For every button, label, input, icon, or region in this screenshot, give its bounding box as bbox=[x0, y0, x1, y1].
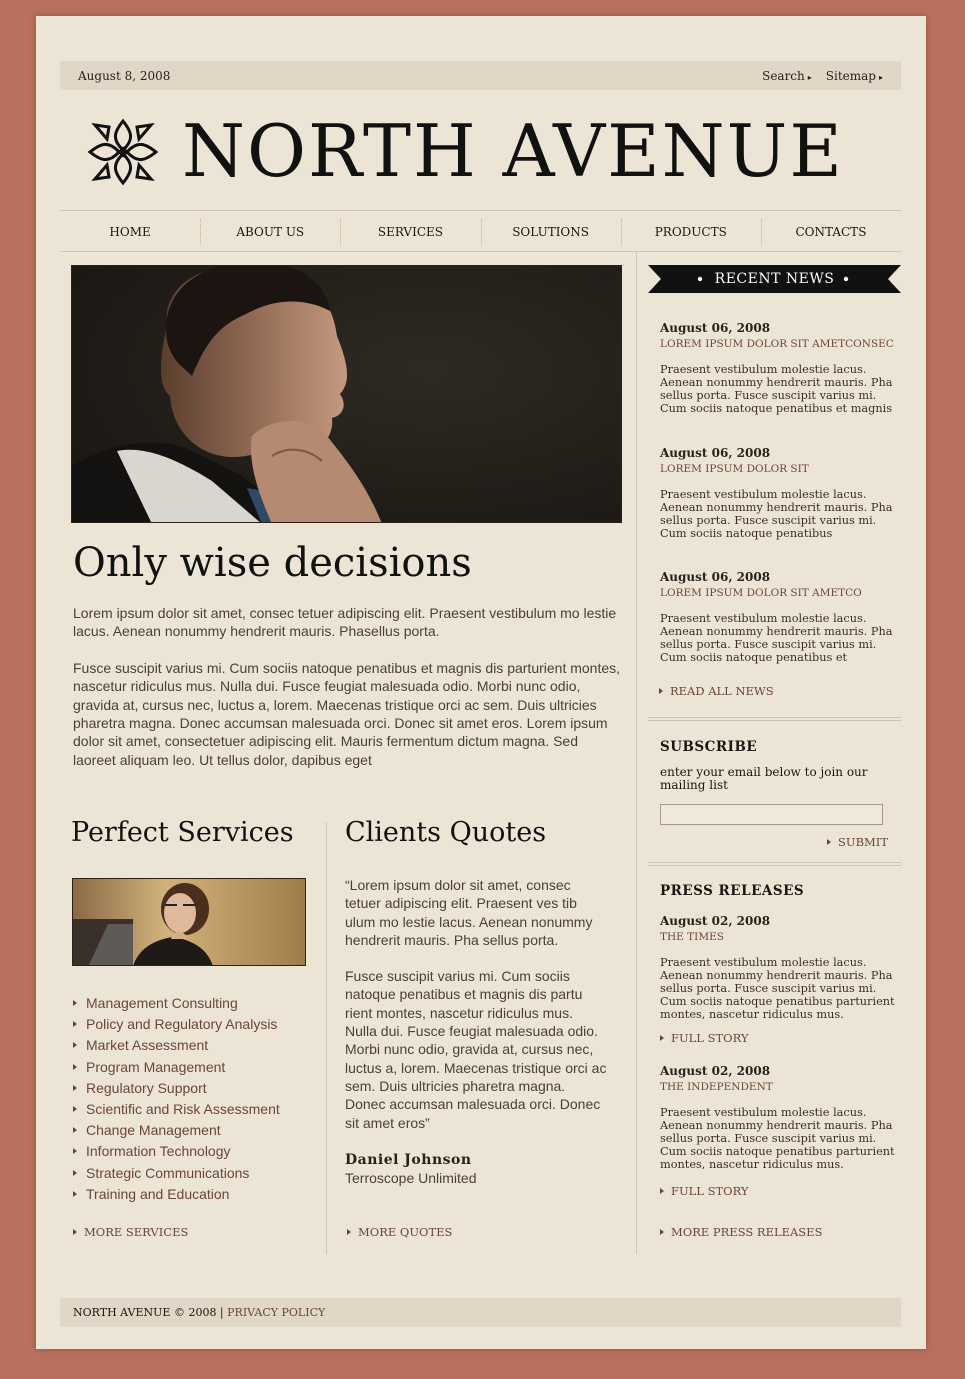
hero-photo bbox=[72, 266, 622, 523]
sidebar-separator bbox=[648, 862, 901, 866]
hero-image bbox=[71, 265, 622, 523]
news-item[interactable] bbox=[660, 446, 905, 540]
services-list bbox=[73, 993, 280, 1205]
full-story-link[interactable]: FULL STORY bbox=[660, 1031, 748, 1045]
press-source[interactable]: THE TIMES bbox=[660, 931, 724, 943]
recent-news-title: RECENT NEWS bbox=[714, 271, 835, 287]
quote-author: Daniel Johnson bbox=[345, 1152, 472, 1168]
full-story-link[interactable]: FULL STORY bbox=[660, 1184, 748, 1198]
quotes-title: Clients Quotes bbox=[345, 817, 547, 848]
press-text: Praesent vestibulum molestie lacus. Aenean nonummy hendrerit mauris. Pha sellus porta. Fusce suscipit varius mi. Cum sociis natoque penatibus parturient montes, nascetur ridiculus mus. bbox=[660, 956, 895, 1021]
top-bar bbox=[60, 61, 901, 90]
sitemap-link[interactable] bbox=[826, 69, 883, 83]
arrow-right-icon: ▸ bbox=[807, 73, 812, 82]
subscribe-text: enter your email below to join our mailing list bbox=[660, 765, 868, 792]
more-services-link[interactable]: MORE SERVICES bbox=[73, 1225, 188, 1239]
list-item[interactable]: Information Technology bbox=[73, 1141, 280, 1162]
nav-item-contacts[interactable]: CONTACTS bbox=[761, 211, 901, 251]
news-headline[interactable]: LOREM IPSUM DOLOR SIT AMETCONSEC bbox=[660, 338, 894, 350]
list-item[interactable]: Policy and Regulatory Analysis bbox=[73, 1014, 280, 1035]
submit-button[interactable]: SUBMIT bbox=[827, 835, 888, 849]
news-headline[interactable]: LOREM IPSUM DOLOR SIT AMETCO bbox=[660, 587, 862, 599]
press-source[interactable]: THE INDEPENDENT bbox=[660, 1081, 773, 1093]
news-item[interactable] bbox=[660, 321, 905, 415]
list-item[interactable]: Market Assessment bbox=[73, 1035, 280, 1056]
nav-item-solutions[interactable]: SOLUTIONS bbox=[481, 211, 621, 251]
press-releases-title: PRESS RELEASES bbox=[660, 883, 805, 899]
quote-paragraph-1: “Lorem ipsum dolor sit amet, consec tetuer adipiscing elit. Praesent ves tib ulum mo lestie lacus. Aenean nonummy hendrerit mauris. Pha sellus porta. bbox=[345, 877, 593, 948]
main-text bbox=[73, 604, 623, 769]
more-press-releases-link[interactable]: MORE PRESS RELEASES bbox=[660, 1225, 822, 1239]
footer-copyright: NORTH AVENUE © 2008 | bbox=[73, 1306, 224, 1319]
site-title[interactable]: NORTH AVENUE bbox=[182, 109, 844, 193]
nav-item-home[interactable]: HOME bbox=[109, 225, 151, 239]
press-date: August 02, 2008 bbox=[660, 914, 771, 928]
search-link[interactable] bbox=[762, 69, 812, 83]
press-text: Praesent vestibulum molestie lacus. Aenean nonummy hendrerit mauris. Pha sellus porta. Fusce suscipit varius mi. Cum sociis natoque penatibus parturient montes, nascetur ridiculus mus. bbox=[660, 1106, 895, 1171]
nav-item-services[interactable]: SERVICES bbox=[340, 211, 480, 251]
news-headline[interactable]: LOREM IPSUM DOLOR SIT bbox=[660, 463, 809, 475]
logo-icon[interactable] bbox=[87, 117, 159, 187]
sidebar-divider bbox=[636, 252, 637, 1254]
main-paragraph-1: Lorem ipsum dolor sit amet, consec tetuer adipiscing elit. Praesent vestibulum mo lestie lacus. Aenean nonummy hendrerit mauris. Phasellus porta. bbox=[73, 605, 617, 640]
read-all-news-link[interactable]: READ ALL NEWS bbox=[659, 684, 774, 698]
nav-item-about-us[interactable]: ABOUT US bbox=[200, 211, 340, 251]
news-date: August 06, 2008 bbox=[660, 321, 771, 335]
top-links bbox=[762, 69, 883, 83]
footer bbox=[60, 1298, 901, 1327]
column-divider bbox=[326, 822, 327, 1254]
header-date: August 8, 2008 bbox=[78, 69, 171, 83]
privacy-policy-link[interactable]: PRIVACY POLICY bbox=[227, 1306, 326, 1319]
list-item[interactable]: Training and Education bbox=[73, 1184, 280, 1205]
news-text: Praesent vestibulum molestie lacus. Aenean nonummy hendrerit mauris. Pha sellus porta. Fusce suscipit varius mi. Cum sociis natoque penatibus bbox=[660, 488, 893, 540]
news-date: August 06, 2008 bbox=[660, 446, 771, 460]
subscribe-title: SUBSCRIBE bbox=[660, 739, 758, 755]
more-quotes-link[interactable]: MORE QUOTES bbox=[347, 1225, 452, 1239]
list-item[interactable]: Strategic Communications bbox=[73, 1163, 280, 1184]
sitemap-link-label: Sitemap bbox=[825, 69, 876, 83]
news-text: Praesent vestibulum molestie lacus. Aenean nonummy hendrerit mauris. Pha sellus porta. Fusce suscipit varius mi. Cum sociis natoque penatibus et bbox=[660, 612, 893, 664]
main-nav bbox=[60, 210, 901, 252]
page-paper bbox=[36, 16, 926, 1349]
main-title: Only wise decisions bbox=[73, 540, 472, 586]
email-field[interactable] bbox=[660, 804, 883, 825]
quote-paragraph-2: Fusce suscipit varius mi. Cum sociis natoque penatibus et magnis dis partu rient montes, nascetur ridiculus mus. Nulla dui. Fusce feugiat malesuada odio. Morbi nunc odio, gravida at, cursus nec, luctus a, lorem. Maecenas tristique orci ac sem. Duis ultricies pharetra magna. Donec accumsan malesuada orci. Donec sit amet eros” bbox=[345, 968, 607, 1131]
client-quote bbox=[345, 876, 607, 1132]
press-item[interactable] bbox=[660, 1064, 905, 1171]
services-image bbox=[72, 878, 306, 966]
sidebar-separator bbox=[648, 717, 901, 721]
search-link-label: Search bbox=[762, 69, 805, 83]
news-item[interactable] bbox=[660, 570, 905, 664]
press-item[interactable] bbox=[660, 914, 905, 1021]
news-text: Praesent vestibulum molestie lacus. Aenean nonummy hendrerit mauris. Pha sellus porta. Fusce suscipit varius mi. Cum sociis natoque penatibus et magnis bbox=[660, 363, 893, 415]
list-item[interactable]: Regulatory Support bbox=[73, 1078, 280, 1099]
main-paragraph-2: Fusce suscipit varius mi. Cum sociis natoque penatibus et magnis dis parturient montes, nascetur ridiculus mus. Nulla dui. Fusce feugiat malesuada odio. Morbi nunc odio, gravida at, cursus nec, luctus a, lorem. Maecenas tristique orci ac sem. Duis ultricies pharetra magna. Donec accumsan malesuada orci. Donec sit amet eros. Lorem ipsum dolor sit amet, consectetuer adipiscing elit. Mauris fermentum dictum magna. Sed laoreet aliquam leo. Ut tellus dolor, dapibus eget bbox=[73, 659, 621, 768]
press-date: August 02, 2008 bbox=[660, 1064, 771, 1078]
quote-company: Terroscope Unlimited bbox=[345, 1170, 477, 1186]
services-photo bbox=[73, 879, 306, 966]
list-item[interactable]: Change Management bbox=[73, 1120, 280, 1141]
nav-item-products[interactable]: PRODUCTS bbox=[621, 211, 761, 251]
list-item[interactable]: Management Consulting bbox=[73, 993, 280, 1014]
list-item[interactable]: Scientific and Risk Assessment bbox=[73, 1099, 280, 1120]
services-title: Perfect Services bbox=[71, 817, 294, 848]
recent-news-ribbon bbox=[648, 265, 901, 293]
arrow-right-icon: ▸ bbox=[878, 73, 883, 82]
list-item[interactable]: Program Management bbox=[73, 1057, 280, 1078]
news-date: August 06, 2008 bbox=[660, 570, 771, 584]
